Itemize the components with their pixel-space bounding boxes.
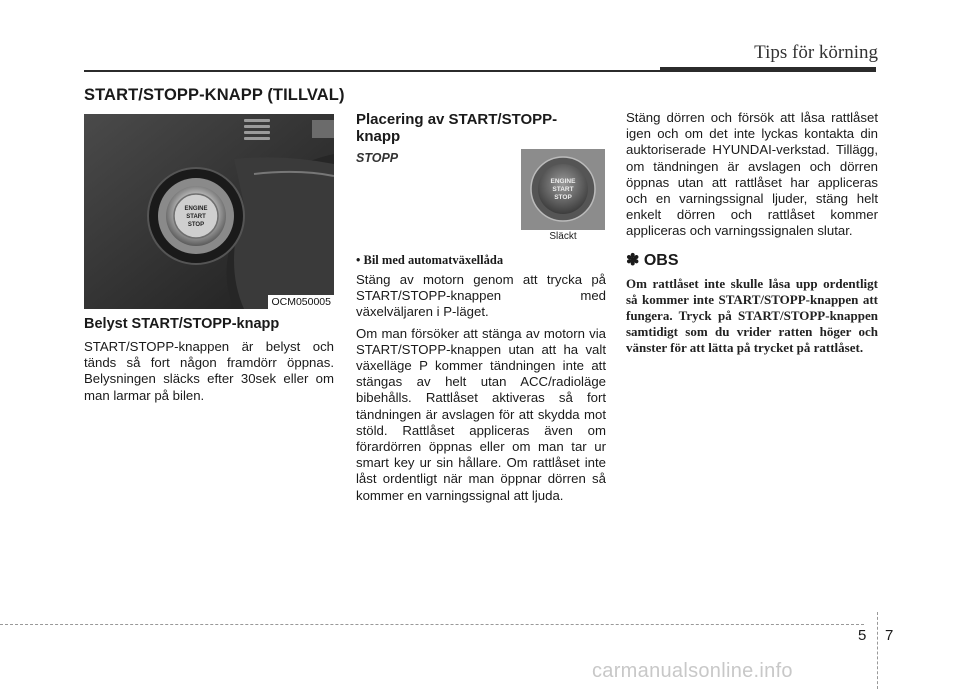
running-header: Tips för körning [754, 42, 878, 63]
thumb-button-line-3: STOP [554, 194, 572, 201]
bullet-heading: • Bil med automatväxellåda [356, 253, 504, 267]
middle-column [356, 111, 606, 504]
header-rule-accent [660, 67, 876, 72]
stopp-label: STOPP [356, 151, 399, 165]
right-paragraph: Stäng dörren och försök att låsa rattlåset igen och om det inte lyckas kontakta din auktoriserade HYUNDAI-verkstad. Tillägg, om tändningen är avslagen och dörren öppnas utan att rattlåset har appliceras och en varningssignal ljuder, stäng helt enkelt dörren och rattlåset kommer appliceras och varningssignalen slutar. [626, 110, 878, 239]
left-paragraph: START/STOPP-knappen är belyst och tänds så fort någon framdörr öppnas. Belysningen släcks efter 30sek eller om man larmar på bilen. [84, 339, 334, 403]
middle-paragraph-1: Stäng av motorn genom att trycka på START/STOPP-knappen med växelväljaren i P-läget. [356, 272, 606, 320]
obs-text: Om rattlåset inte skulle låsa upp ordentligt så kommer inte START/STOPP-knappen att fungera. Tryck på START/STOPP-knappen samtidigt som du vrider ratten höger och vänster för att lätta på trycket på rattlåset. [626, 275, 878, 356]
start-stop-photo [84, 114, 334, 309]
thumb-caption: Släckt [521, 230, 605, 245]
left-heading: Belyst START/STOPP-knapp [84, 316, 280, 332]
chapter-number: 5 [858, 627, 867, 644]
photo-button-line-1: ENGINE [184, 206, 208, 212]
dashboard-illustration [84, 114, 334, 309]
photo-button-line-2: START [186, 214, 206, 220]
middle-paragraph-2: Om man försöker att stänga av motorn via START/STOPP-knappen utan att ha valt växelläge P kommer tändningen inte att stängas av helt utan ACC/radioläge bibehålls. Rattlåset aktiveras så fort tändningen är avslagen för att skydda mot stöld. Rattlåset appliceras även om förardörren öppnas eller om man tar ur smart key ur sin hållare. Om rattlåset inte låst ordentligt när man öppnar dörren så kommer en varningssignal att ljuda. [356, 325, 606, 503]
page-number: 7 [885, 627, 894, 644]
thumb-button-line-1: ENGINE [550, 178, 576, 185]
obs-title: ✽ OBS [626, 251, 679, 269]
middle-heading: Placering av START/STOPP-knapp [356, 111, 558, 145]
section-title: START/STOPP-KNAPP (TILLVAL) [84, 86, 345, 104]
left-column [84, 316, 334, 404]
photo-caption: OCM050005 [268, 295, 334, 309]
footer-rule [0, 624, 864, 625]
footer-divider [877, 612, 878, 689]
photo-button-line-3: STOP [187, 222, 205, 228]
watermark: carmanualsonline.info [592, 660, 793, 682]
right-column [626, 110, 878, 357]
thumb-button-line-2: START [552, 186, 574, 193]
